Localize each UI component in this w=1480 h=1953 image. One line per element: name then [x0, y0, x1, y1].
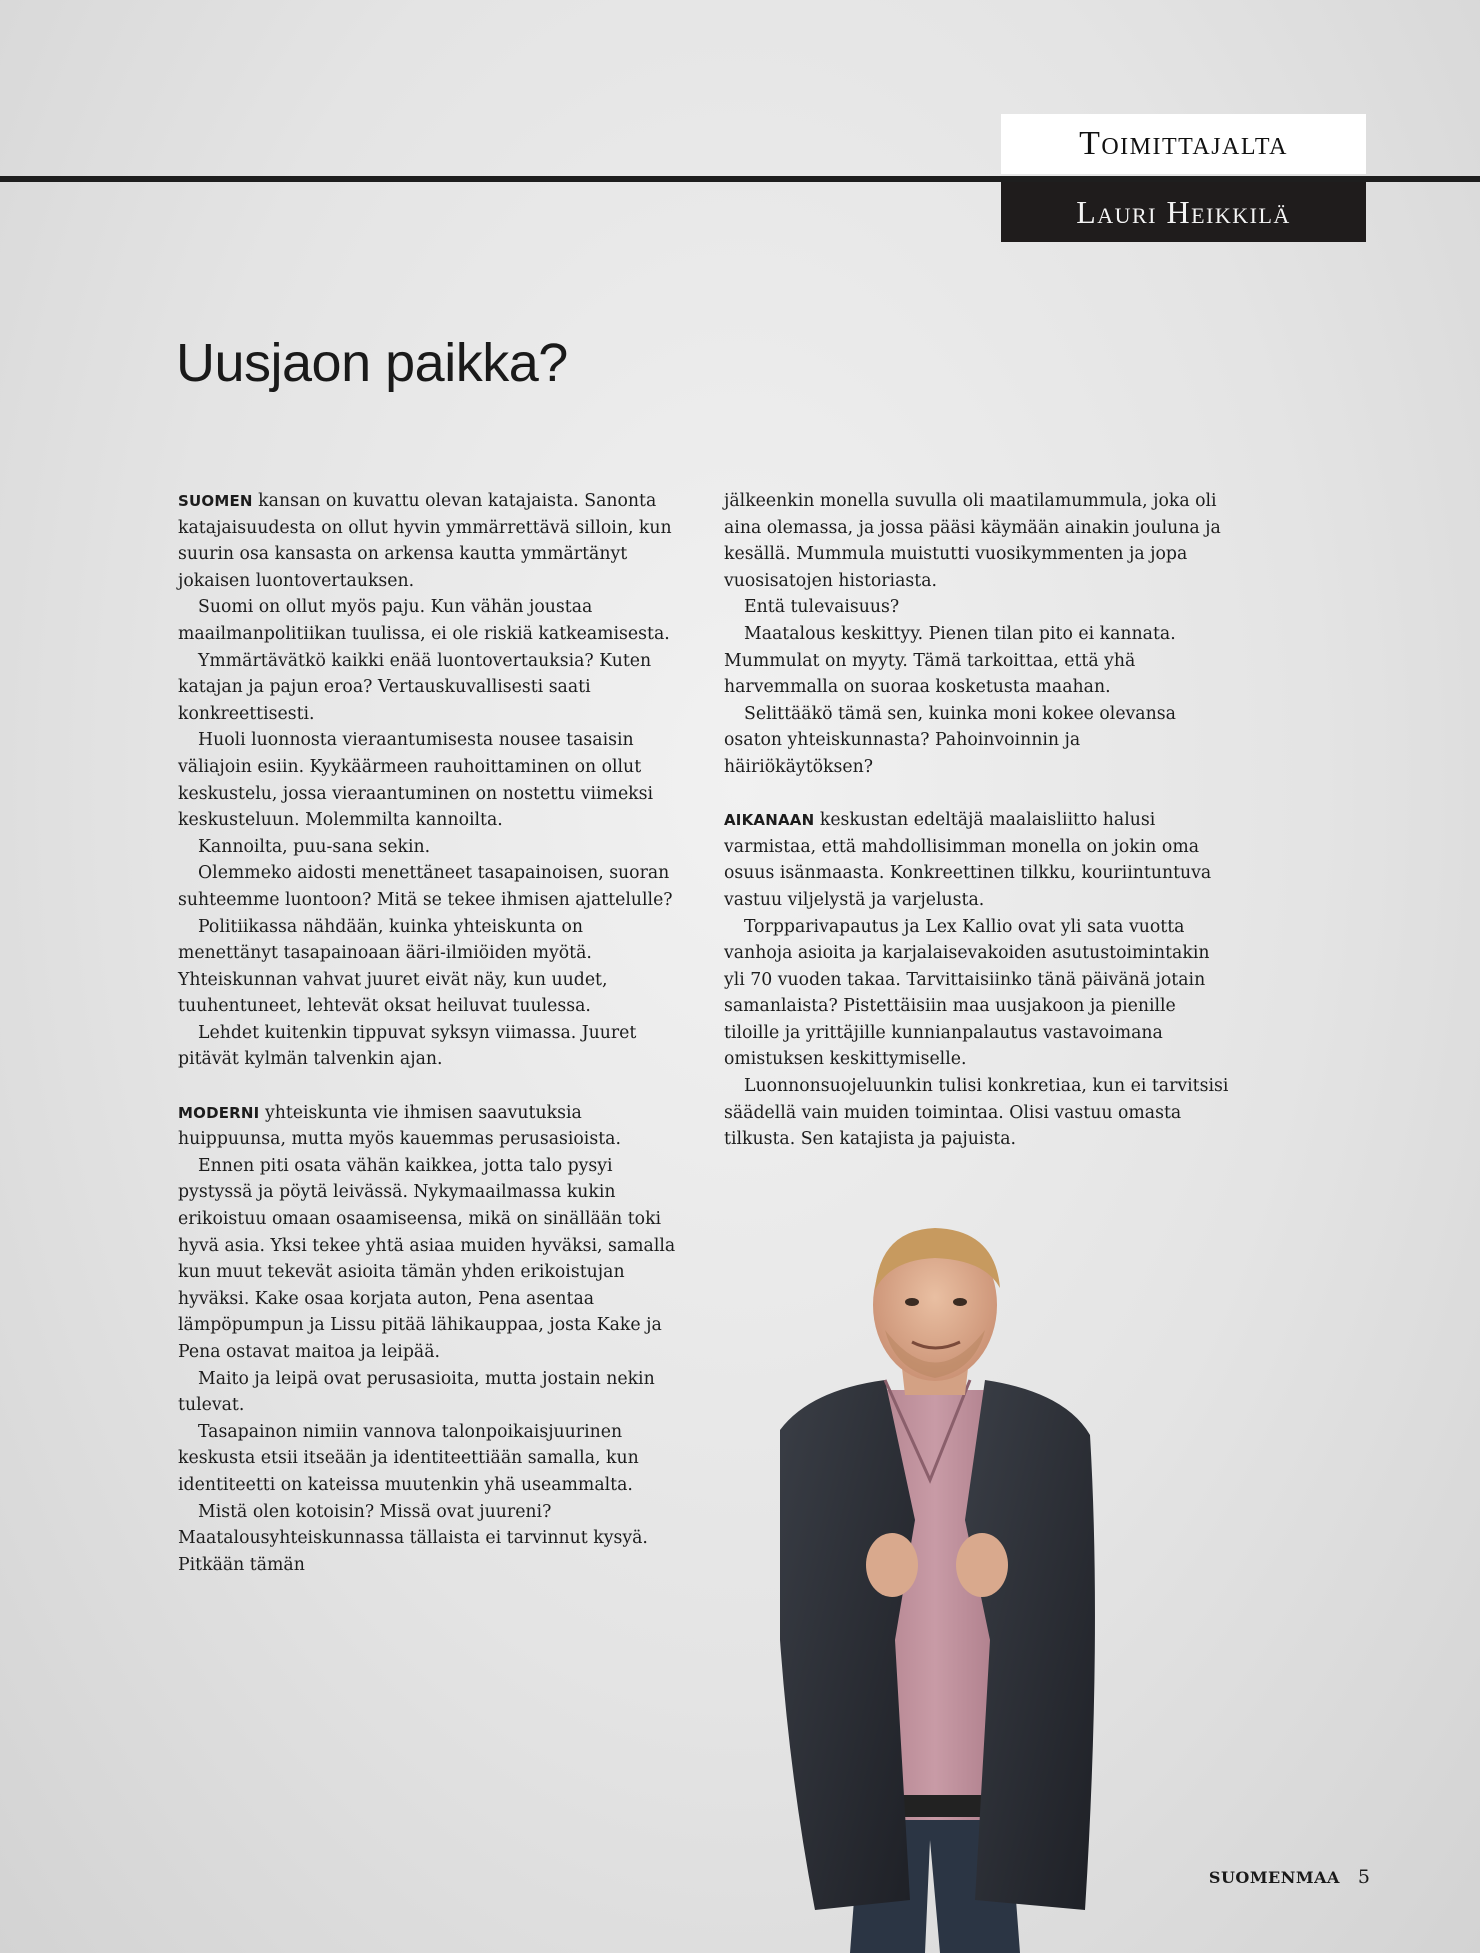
paragraph-text: Suomi on ollut myös paju. Kun vähän joustaa maailmanpolitiikan tuulissa, ei ole riskiä katkeamisesta. — [178, 597, 670, 644]
paragraph-text: Selittääkö tämä sen, kuinka moni kokee olevansa osaton yhteiskunnasta? Pahoinvoinnin ja häiriökäytöksen? — [724, 703, 1176, 777]
article-paragraph — [178, 1499, 688, 1579]
paragraph-text: Olemmeko aidosti menettäneet tasapainoisen, suoran suhteemme luontoon? Mitä se tekee ihmisen ajattelulle? — [178, 863, 673, 910]
article-paragraph — [178, 488, 688, 594]
paragraph-text: Luonnonsuojeluunkin tulisi konkretiaa, kun ei tarvitsisi säädellä vain muiden toimintaa. Olisi vastuu omasta tilkusta. Sen katajista ja pajuista. — [724, 1076, 1229, 1150]
page-number: 5 — [1357, 1866, 1370, 1888]
article-paragraph — [178, 1153, 688, 1366]
paragraph-text: Tasapainon nimiin vannova talonpoikaisjuurinen keskusta etsii itseään ja identiteettiään samalla, kun identiteetti on kateissa muutenkin yhä useammalta. — [178, 1421, 639, 1495]
paragraph-text: Lehdet kuitenkin tippuvat syksyn viimassa. Juuret pitävät kylmän talvenkin ajan. — [178, 1022, 637, 1070]
paragraph-text: Kannoilta, puu-sana sekin. — [198, 836, 431, 857]
paragraph-text: Torpparivapautus ja Lex Kallio ovat yli sata vuotta vanhoja asioita ja karjalaisevakoiden asutustoimintakin yli 70 vuoden takaa. Tarvittaisiinko tänä päivänä jotain samanlaista? Pistettäisiin maa uusjakoon ja pienille tiloille ja yrittäjille kunnianpalautus vastavoimana omistuksen keskittymiselle. — [724, 916, 1210, 1070]
page-footer — [1209, 1866, 1370, 1888]
article-paragraph — [178, 594, 688, 647]
paragraph-text: Maatalous keskittyy. Pienen tilan pito ei kannata. Mummulat on myyty. Tämä tarkoittaa, että yhä harvemmalla on suoraa kosketusta maahan. — [724, 623, 1176, 698]
paragraph-text: keskustan edeltäjä maalaisliitto halusi varmistaa, että mahdollisimman monella on jokin oma osuus isänmaasta. Konkreettinen tilkku, kouriintuntuva vastuu viljelystä ja varjelusta. — [724, 810, 1212, 910]
article-paragraph — [724, 488, 1234, 594]
article-paragraph — [178, 1366, 688, 1419]
article-paragraph — [724, 807, 1234, 913]
paragraph-text: Maito ja leipä ovat perusasioita, mutta jostain nekin tulevat. — [178, 1368, 655, 1416]
article-paragraph — [724, 594, 1234, 621]
paragraph-text: Ymmärtävätkö kaikki enää luontovertauksia? Kuten katajan ja pajun eroa? Vertauskuvallisesti saati konkreettisesti. — [178, 650, 652, 724]
article-paragraph — [178, 648, 688, 728]
paragraph-text: yhteiskunta vie ihmisen saavutuksia huippuunsa, mutta myös kauemmas perusasioista. — [178, 1102, 621, 1150]
article-paragraph — [178, 1100, 688, 1153]
section-label: Toimittajalta — [1001, 114, 1366, 174]
article-paragraph — [178, 860, 688, 913]
paragraph-text: Entä tulevaisuus? — [744, 597, 900, 618]
article-paragraph — [724, 914, 1234, 1074]
article-paragraph — [724, 1073, 1234, 1153]
lead-word: MODERNI — [178, 1103, 260, 1122]
paragraph-text: Mistä olen kotoisin? Missä ovat juureni? Maatalousyhteiskunnassa tällaista ei tarvinnut kysyä. Pitkään tämän — [178, 1501, 648, 1575]
article-paragraph — [178, 727, 688, 833]
article-paragraph — [178, 1419, 688, 1499]
lead-word: SUOMEN — [178, 492, 253, 510]
magazine-name: SUOMENMAA — [1208, 1868, 1340, 1887]
paragraph-text: Ennen piti osata vähän kaikkea, jotta talo pysyi pystyssä ja pöytä leivässä. Nykymaailmassa kukin erikoistuu omaan osaamiseensa, mikä on sinällään toki hyvä asia. Yksi tekee yhtä asiaa muiden hyväksi, samalla kun muut tekevät asioita tämän yhden erikoistujan hyväksi. Kake osaa korjata auton, Pena asentaa lämpöpumpun ja Lissu pitää lähikauppaa, josta Kake ja Pena ostavat maitoa ja leipää. — [178, 1155, 676, 1362]
paragraph-text: jälkeenkin monella suvulla oli maatilamummula, joka oli aina olemassa, ja jossa pääsi käymään ainakin jouluna ja kesällä. Mummula muistutti vuosikymmenten ja jopa vuosisatojen historiasta. — [724, 491, 1221, 591]
article-column-left — [178, 488, 688, 1578]
page-title: Uusjaon paikka? — [176, 333, 568, 393]
article-paragraph — [724, 701, 1234, 781]
article-paragraph — [178, 914, 688, 1020]
lead-word: AIKANAAN — [724, 811, 815, 830]
paragraph-text: kansan on kuvattu olevan katajaista. Sanonta katajaisuudesta on ollut hyvin ymmärrettävä silloin, kun suurin osa kansasta on arkensa kautta ymmärtänyt jokaisen luontovertauksen. — [178, 491, 672, 591]
paragraph-text: Huoli luonnosta vieraantumisesta nousee tasaisin väliajoin esiin. Kyykäärmeen rauhoittaminen on ollut keskustelu, jossa vieraantuminen on nostettu viimeksi keskusteluun. Molemmilta kannoilta. — [178, 730, 654, 831]
paragraph-text: Politiikassa nähdään, kuinka yhteiskunta on menettänyt tasapainoaan ääri-ilmiöiden myötä. Yhteiskunnan vahvat juuret eivät näy, kun uudet, tuuhentuneet, lehtevät oksat heiluvat tuulessa. — [178, 916, 608, 1017]
article-column-right — [724, 488, 1234, 1153]
article-paragraph — [178, 834, 688, 861]
author-label: Lauri Heikkilä — [1001, 182, 1366, 242]
author-portrait-photo — [720, 1220, 1140, 1953]
article-paragraph — [178, 1020, 688, 1073]
article-paragraph — [724, 621, 1234, 701]
